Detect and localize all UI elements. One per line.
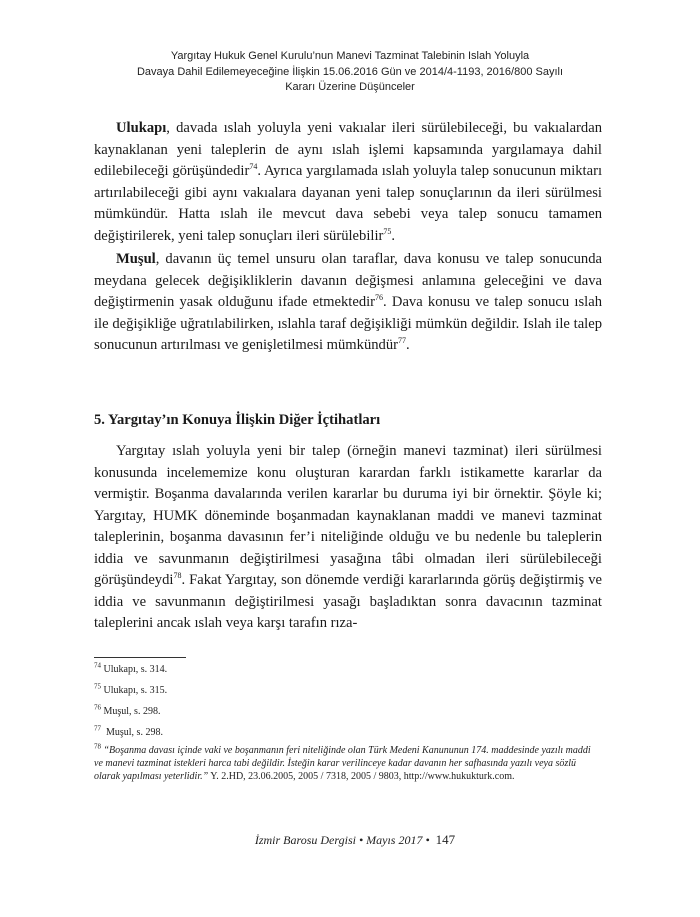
- footnote-separator: [94, 657, 186, 658]
- paragraph-text: .: [391, 227, 396, 244]
- footnote-ref[interactable]: 77: [398, 336, 406, 346]
- author-name: Muşul: [116, 251, 156, 267]
- footnote-74: [94, 663, 602, 676]
- paragraph-text: . Fakat Yargıtay, son dönemde verdiği kararlarında görüş değiştirmiş ve iddia ve savunmanın değiştirilmesi yasağı başladıktan sonra davacının tazminat taleplerini ancak ıslah veya karşı tarafın rıza-: [94, 572, 602, 631]
- footnote-ref[interactable]: 76: [375, 293, 384, 303]
- footnote-ref[interactable]: 75: [383, 226, 392, 236]
- paragraph-text: . Dava konusu ve talep sonucu ıslah ile değişikliğe uğratılabilirken, ıslahla taraf değişikliği mümkün değildir. Islah ile talep sonucunun artırılması ve genişletilmesi mümkündür: [94, 294, 602, 353]
- footnote-77: [94, 726, 602, 739]
- paragraph-yargitay: [94, 441, 602, 635]
- paragraph-text: .: [406, 337, 410, 353]
- header-line-3: Kararı Üzerine Düşünceler: [285, 81, 415, 93]
- author-name: Ulukapı: [116, 120, 167, 136]
- footnote-text: Muşul, s. 298.: [103, 706, 161, 717]
- footnote-number: 78: [94, 742, 101, 751]
- footnote-text: Muşul, s. 298.: [106, 727, 163, 738]
- footnote-76: [94, 705, 602, 718]
- footnote-quote: “Boşanma davası içinde vaki ve boşanmanın feri niteliğinde olan Türk Medeni Kanununun 174. maddesinde yazılı maddi ve manevi tazminat istekleri harca tabi değildir. İsteğin karar verilinceye kadar davanın her safhasında yazılı veya sözlü olarak yapılması yeterlidir.”: [94, 745, 591, 782]
- page-footer: [230, 832, 480, 848]
- paragraph-text: . Ayrıca yargılamada ıslah yoluyla talep sonucunun miktarı artırılabileceği gibi aynı vakıalara dayanan yeni talep sonuçlarının da ileri sürülmesi mümkündür. Hatta ıslah ile mevcut dava sebebi veya talep sonucu tamamen değiştirilerek, yeni talep sonuçları ileri sürülebilir: [94, 163, 603, 244]
- footnote-78: [94, 744, 602, 783]
- paragraph-text: , davada ıslah yoluyla yeni vakıalar ileri sürülebileceği, bu vakıalardan kaynaklanan yeni taleplerin de aynı ıslah işlemi kapsamında yargılamaya dahil edilebileceği görüşündedir: [94, 120, 602, 179]
- footnote-text: Ulukapı, s. 315.: [103, 685, 168, 696]
- header-line-1: Yargıtay Hukuk Genel Kurulu’nun Manevi Tazminat Talebinin Islah Yoluyla: [170, 50, 530, 62]
- footnote-ref[interactable]: 78: [173, 571, 182, 581]
- footnote-number: 75: [94, 682, 101, 691]
- paragraph-ulukapi: [94, 118, 602, 247]
- footnote-number: 76: [94, 703, 101, 712]
- header-line-2: Davaya Dahil Edilemeyeceğine İlişkin 15.06.2016 Gün ve 2014/4-1193, 2016/800 Sayılı: [136, 65, 564, 78]
- footnote-text: Ulukapı, s. 314.: [103, 664, 168, 675]
- footnote-ref[interactable]: 74: [249, 162, 258, 172]
- paragraph-text: , davanın üç temel unsuru olan taraflar, dava konusu ve talep sonucunda meydana gelecek değişikliklerin davanın değişmesi anlamına geleceğini ve dava değiştirmenin yasak olduğunu ifade etmektedir: [94, 251, 602, 310]
- footnote-number: 77: [94, 724, 101, 733]
- footnote-75: [94, 684, 602, 697]
- section-heading: 5. Yargıtay’ın Konuya İlişkin Diğer İçtihatları: [94, 412, 381, 428]
- footnote-number: 74: [94, 661, 101, 670]
- running-header: [60, 49, 640, 96]
- journal-name: İzmir Barosu Dergisi • Mayıs 2017 •: [254, 833, 430, 847]
- paragraph-text: Yargıtay ıslah yoluyla yeni bir talep (örneğin manevi tazminat) ileri sürülmesi konusunda incelememize konu oluşturan karardan farklı istikamette kararlar da vermiştir. Boşanma davalarında verilen kararlar bu duruma iyi bir örnektir. Şöyle ki; Yargıtay, HUMK döneminde boşanmadan kaynaklanan maddi ve manevi tazminat taleplerinin, boşanma davasının fer’i niteliğinde olduğu ve bu nedenle bu taleplerin iddia ve savunmanın değiştirilmesi yasağına tâbi olmadan ileri sürülebileceği görüşündeydi: [94, 443, 602, 588]
- footnote-text: Y. 2.HD, 23.06.2005, 2005 / 7318, 2005 / 9803, http://www.hukukturk.com.: [208, 771, 515, 782]
- paragraph-musul: [94, 249, 602, 357]
- page-number: 147: [435, 832, 456, 847]
